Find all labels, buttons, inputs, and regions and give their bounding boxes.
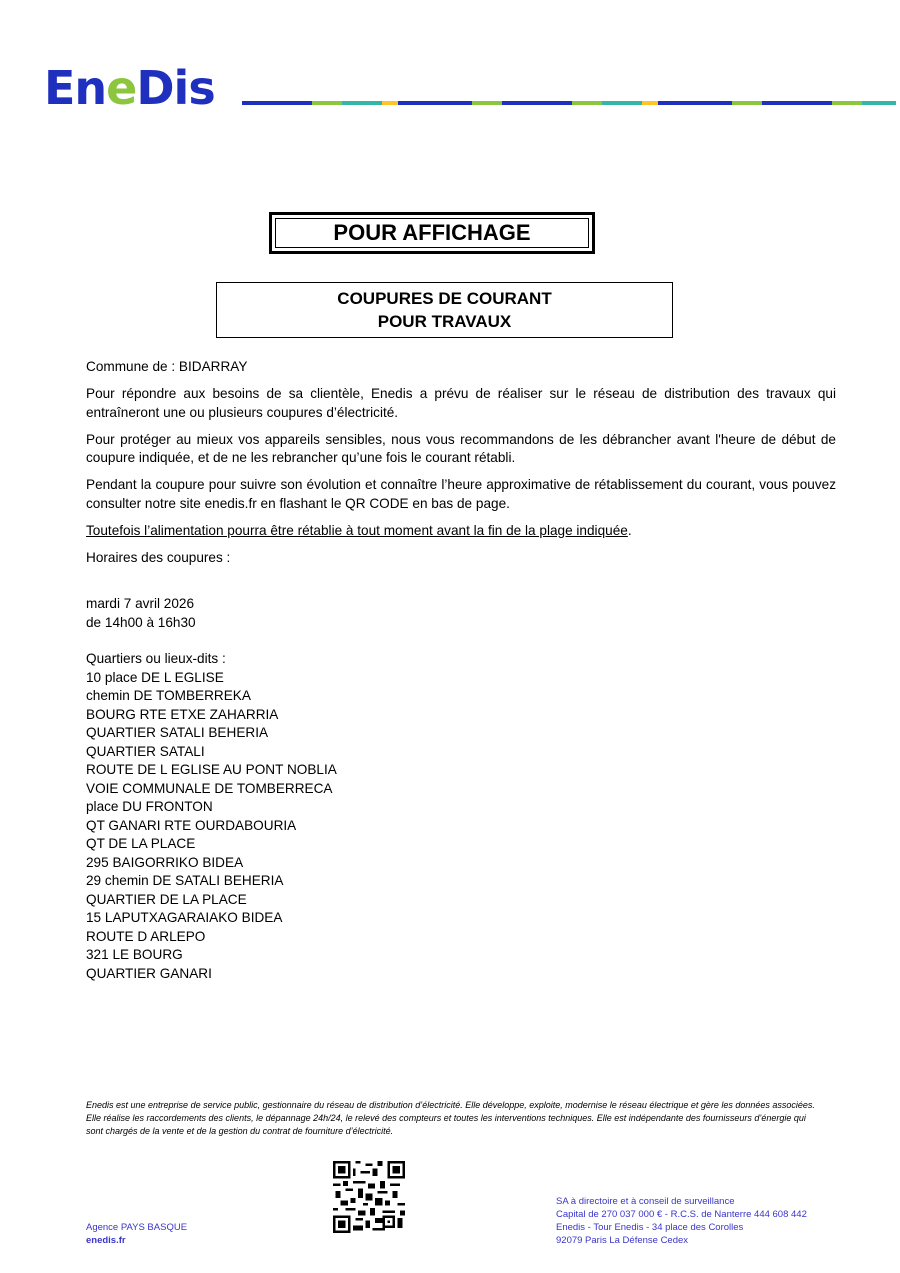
company-line: Enedis - Tour Enedis - 34 place des Corolles — [556, 1222, 744, 1233]
list-item: QUARTIER SATALI — [86, 743, 205, 759]
logo-part-2: e — [106, 61, 137, 115]
company-line: 92079 Paris La Défense Cedex — [556, 1235, 689, 1246]
list-item: QUARTIER DE LA PLACE — [86, 891, 247, 907]
paragraph-follow: Pendant la coupure pour suivre son évolution et connaître l’heure approximative de rétablissement du courant, vous pouvez consulter notre site enedis.fr en flashant le QR CODE en bas de page. — [86, 477, 836, 511]
header-decorative-line — [242, 101, 896, 105]
company-line: Capital de 270 037 000 € - R.C.S. de Nanterre 444 608 442 — [556, 1209, 807, 1220]
schedule-label: Horaires des coupures : — [86, 549, 231, 565]
logo-part-3: Dis — [136, 61, 215, 115]
list-item: 15 LAPUTXAGARAIAKO BIDEA — [86, 910, 283, 925]
notice-body — [86, 358, 836, 983]
list-item: QUARTIER GANARI — [86, 965, 212, 981]
logo-part-1: En — [44, 61, 107, 115]
list-item: QT DE LA PLACE — [86, 836, 196, 851]
posting-label: POUR AFFICHAGE — [275, 218, 589, 248]
outage-time: de 14h00 à 16h30 — [86, 614, 196, 630]
list-item: ROUTE DE L EGLISE AU PONT NOBLIA — [86, 762, 337, 777]
agency-info — [86, 1221, 187, 1247]
outage-date: mardi 7 avril 2026 — [86, 596, 195, 611]
list-item: place DU FRONTON — [86, 799, 213, 814]
list-item: BOURG RTE ETXE ZAHARRIA — [86, 706, 279, 722]
posting-label-box — [269, 212, 595, 254]
restoration-notice — [86, 522, 836, 541]
list-item: chemin DE TOMBERREKA — [86, 688, 251, 703]
places-block — [86, 650, 836, 983]
places-label: Quartiers ou lieux-dits : — [86, 651, 226, 666]
list-item: QT GANARI RTE OURDABOURIA — [86, 817, 297, 833]
enedis-logo — [44, 61, 215, 115]
list-item: QUARTIER SATALI BEHERIA — [86, 725, 269, 740]
title-line-2: POUR TRAVAUX — [377, 312, 512, 331]
legal-footer: Enedis est une entreprise de service public, gestionnaire du réseau de distribution d’électricité. Elle développe, exploite, modernise le réseau électrique et gère les données associées. Elle réalise les raccordements des clients, le dépannage 24h/24, le relevé des compteurs et toutes les interventions techniques. Elle est indépendante des fournisseurs d’énergie qui sont chargés de la vente et de la gestion du contrat de fourniture d’électricité. — [86, 1100, 815, 1136]
paragraph-intro: Pour répondre aux besoins de sa clientèle, Enedis a prévu de réaliser sur le réseau de distribution des travaux qui entraîneront une ou plusieurs coupures d’électricité. — [86, 386, 836, 420]
list-item: 321 LE BOURG — [86, 947, 183, 962]
qr-code-icon[interactable] — [333, 1161, 405, 1233]
title-line-1: COUPURES DE COURANT — [337, 289, 552, 308]
schedule-block — [86, 595, 836, 632]
company-info — [556, 1195, 807, 1247]
restoration-notice-text: Toutefois l’alimentation pourra être rétablie à tout moment avant la fin de la plage indiquée — [86, 522, 628, 538]
restoration-notice-end: . — [627, 522, 632, 538]
company-line: SA à directoire et à conseil de surveillance — [556, 1196, 735, 1207]
commune: Commune de : BIDARRAY — [86, 359, 248, 374]
list-item: 295 BAIGORRIKO BIDEA — [86, 854, 244, 870]
list-item: ROUTE D ARLEPO — [86, 928, 206, 944]
agency-name: Agence PAYS BASQUE — [86, 1222, 188, 1233]
list-item: VOIE COMMUNALE DE TOMBERRECA — [86, 780, 333, 796]
paragraph-protect: Pour protéger au mieux vos appareils sensibles, nous vous recommandons de les débrancher avant l'heure de début de coupure indiquée, et de ne les rebrancher qu’une fois le courant rétabli. — [86, 431, 836, 465]
logo-text — [44, 61, 215, 115]
list-item: 10 place DE L EGLISE — [86, 669, 224, 685]
title-box — [216, 282, 673, 338]
website-link[interactable]: enedis.fr — [86, 1235, 126, 1246]
list-item: 29 chemin DE SATALI BEHERIA — [86, 873, 284, 888]
